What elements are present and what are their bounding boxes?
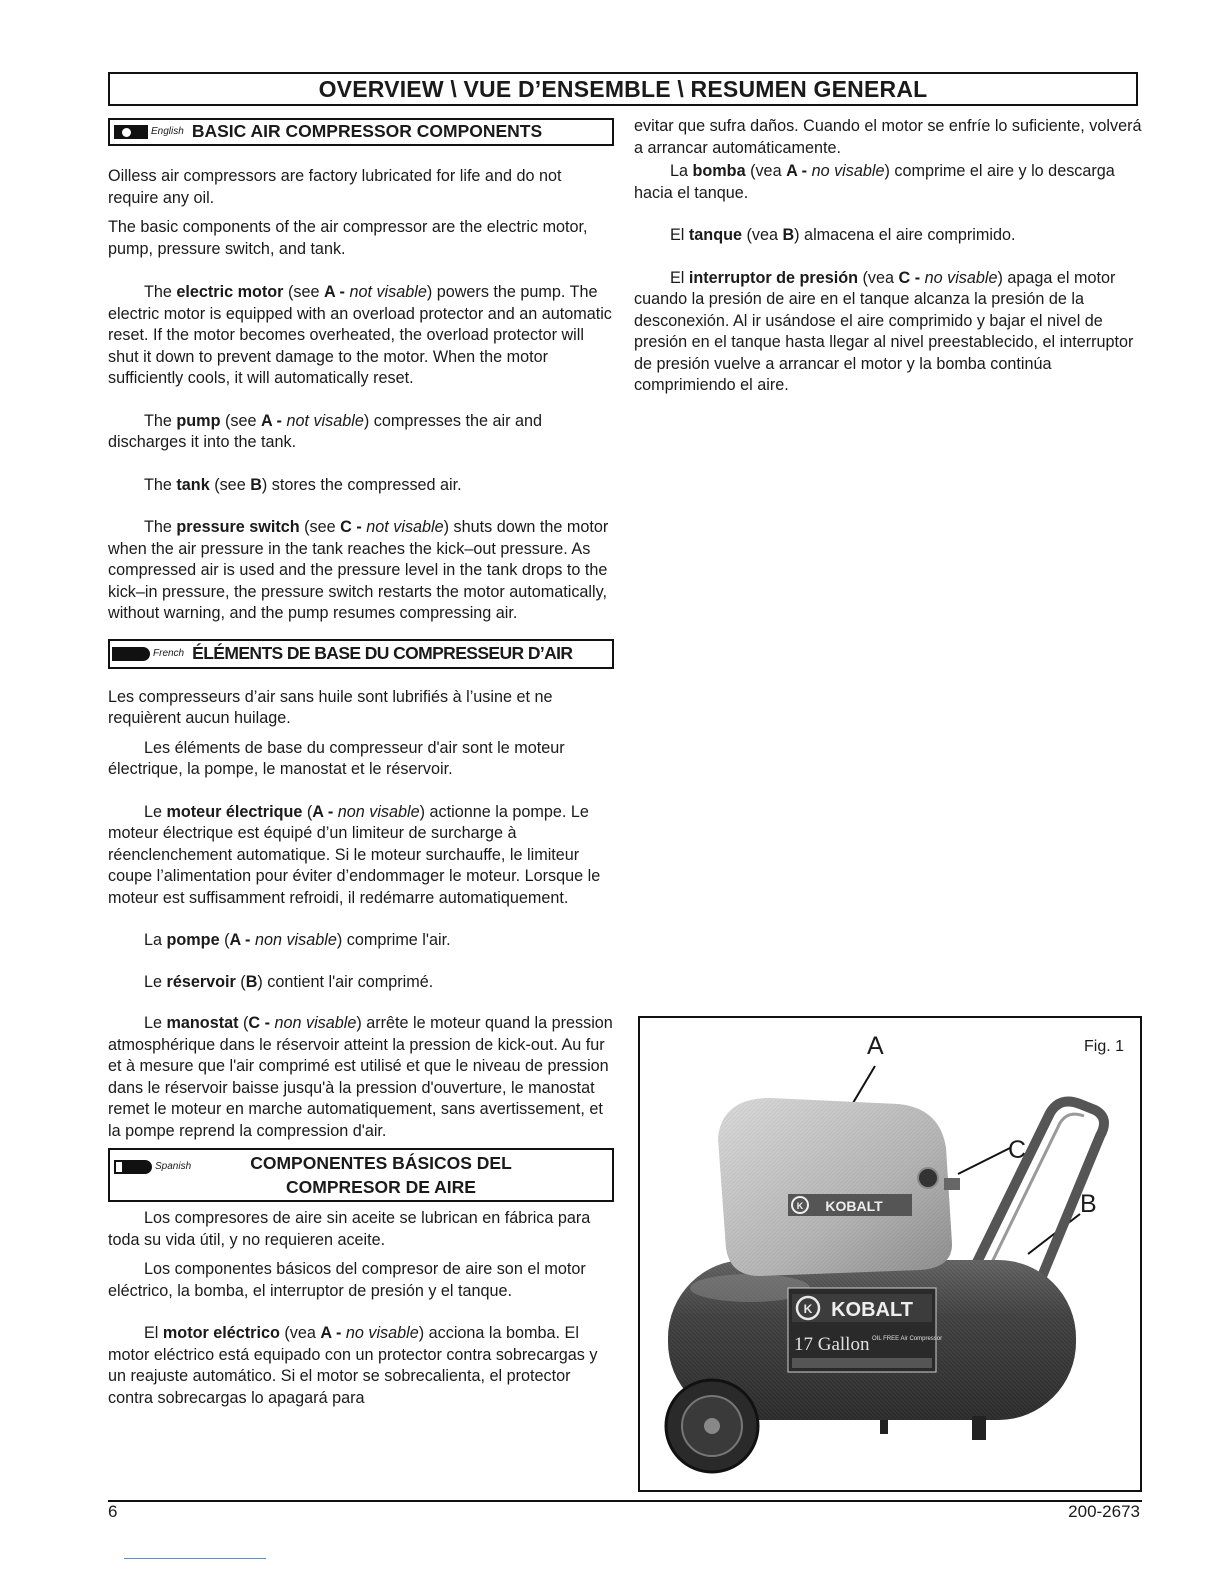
drain-valve: [880, 1420, 888, 1434]
outlet-fitting: [944, 1178, 960, 1190]
footer-rule: [108, 1500, 1142, 1502]
language-bullet-icon: [112, 647, 150, 661]
svg-text:K: K: [803, 1302, 813, 1316]
english-paragraph-switch: The pressure switch (see C - not visable) shuts down the motor when the air pressure in the tank reaches the kick–out pressure. As compressed air is used and the pressure level in the tank drops to the kick–in pressure, the pressure switch restarts the motor automatically, without warning, and the pump resumes compressing air.: [108, 518, 609, 622]
spanish-language-tag: [114, 1156, 191, 1178]
french-paragraph-pump: La pompe (A - non visable) comprime l'air.: [144, 931, 451, 949]
tank-badge-text: OIL FREE Air Compressor: [872, 1336, 943, 1342]
english-paragraph-motor: The electric motor (see A - not visable) powers the pump. The electric motor is equipped with an overload protector and an automatic reset. If the motor becomes overheated, the overload protector will shut it down to prevent damage to the motor. When the motor sufficiently cools, it will automatically reset.: [108, 283, 612, 387]
spanish-paragraph-switch: El interruptor de presión (vea C - no visable) apaga el motor cuando la presión de aire en el tanque alcanza la presión de la desconexión. Al ir usándose el aire comprimido y bajar el nivel de presión en el tanque hasta llegar al nivel preestablecido, el interruptor de presión vuelve a arrancar el motor y la bomba continúa comprimiendo el aire.: [634, 268, 1134, 394]
tank-brand-text: KOBALT: [831, 1299, 913, 1321]
leader-line-a: [850, 1066, 875, 1108]
document-number: 200-2673: [1068, 1502, 1140, 1521]
language-label: Spanish: [155, 1161, 192, 1172]
tank-capacity-text: 17 Gallon: [794, 1334, 870, 1355]
page-number: 6: [108, 1502, 118, 1521]
section-title-line-2: COMPRESOR DE AIRE: [286, 1177, 476, 1197]
english-paragraph-oilless: Oilless air compressors are factory lubricated for life and do not require any oil.: [108, 167, 562, 207]
language-label: English: [151, 126, 184, 138]
svg-text:K: K: [796, 1201, 804, 1211]
air-compressor-illustration: [640, 1018, 1140, 1490]
spanish-paragraph-motor-continued: evitar que sufra daños. Cuando el motor se enfríe lo suficiente, volverá a arrancar automáticamente.: [634, 117, 1142, 157]
french-paragraph-motor: Le moteur électrique (A - non visable) actionne la pompe. Le moteur électrique est équipé d’un limiteur de surcharge à réenclenchement automatique. Si le moteur surchauffe, le limiteur coupe l’alimentation pour éviter d’endommager le moteur. Lorsque le moteur est suffisamment refroidi, il redémarre automatiquement.: [108, 802, 601, 907]
rubber-foot: [972, 1416, 986, 1440]
section-title: BASIC AIR COMPRESSOR COMPONENTS: [191, 121, 543, 142]
french-paragraph-oilless: Les compresseurs d’air sans huile sont lubrifiés à l’usine et ne requièrent aucun huilage.: [108, 687, 553, 727]
english-language-tag: [114, 121, 184, 143]
page-title: OVERVIEW \ VUE D’ENSEMBLE \ RESUMEN GENERAL: [108, 72, 1138, 106]
figure-label: Fig. 1: [1083, 1038, 1124, 1055]
french-paragraph-tank: Le réservoir (B) contient l'air comprimé.: [144, 972, 434, 991]
left-column: [108, 118, 614, 1409]
english-paragraph-tank: The tank (see B) stores the compressed air.: [144, 475, 462, 494]
shroud-brand-badge: [788, 1194, 912, 1216]
pressure-gauge: [918, 1168, 938, 1188]
right-column: [634, 116, 1142, 397]
figure-1: [638, 1016, 1142, 1492]
english-paragraph-components: The basic components of the air compressor are the electric motor, pump, pressure switch, and tank.: [108, 218, 588, 258]
callout-b: B: [1080, 1190, 1097, 1218]
section-title-line-1: COMPONENTES BÁSICOS DEL: [250, 1153, 512, 1173]
scan-mark-line: [124, 1558, 266, 1559]
english-section-heading: [108, 118, 614, 146]
spanish-section-heading: [108, 1148, 614, 1202]
spanish-paragraph-oilless: Los compresores de aire sin aceite se lubrican en fábrica para toda su vida útil, y no requieren aceite.: [108, 1209, 591, 1249]
spanish-paragraph-components: Los componentes básicos del compresor de aire son el motor eléctrico, la bomba, el interruptor de presión y el tanque.: [108, 1260, 586, 1300]
language-label: French: [153, 647, 185, 659]
french-language-tag: [112, 643, 184, 665]
callout-a: A: [867, 1032, 884, 1060]
language-bullet-icon: [114, 125, 148, 139]
french-paragraph-switch: Le manostat (C - non visable) arrête le moteur quand la pression atmosphérique dans le réservoir atteint la pression de kick-out. Au fur et à mesure que l'air comprimé est utilisé et que le niveau de pression dans le réservoir baisse jusqu'à la pression d'ouverture, le manostat remet le moteur en marche automatiquement, sans avertissement, et la pompe reprend la compression d'air.: [108, 1014, 613, 1140]
shroud-brand-text: KOBALT: [825, 1198, 883, 1214]
section-title: ÉLÉMENTS DE BASE DU COMPRESSEUR D’AIR: [192, 642, 573, 663]
spanish-paragraph-motor: El motor eléctrico (vea A - no visable) acciona la bomba. El motor eléctrico está equipado con un protector contra sobrecargas y un reajuste automático. Si el motor se sobrecalienta, el protector contra sobrecargas lo apagará para: [108, 1324, 598, 1407]
callout-c: C: [1008, 1136, 1027, 1164]
english-paragraph-pump: The pump (see A - not visable) compresses the air and discharges it into the tank.: [108, 411, 542, 451]
spanish-paragraph-tank: El tanque (vea B) almacena el aire comprimido.: [670, 226, 1016, 244]
language-bullet-icon: [114, 1160, 152, 1174]
spanish-paragraph-pump: La bomba (vea A - no visable) comprime el aire y lo descarga hacia el tanque.: [634, 162, 1115, 202]
leader-line-c: [958, 1148, 1010, 1174]
french-section-heading: [108, 639, 614, 669]
french-paragraph-components: Les éléments de base du compresseur d'air sont le moteur électrique, la pompe, le manostat et le réservoir.: [108, 738, 565, 778]
tank-label-plate: [788, 1288, 942, 1372]
